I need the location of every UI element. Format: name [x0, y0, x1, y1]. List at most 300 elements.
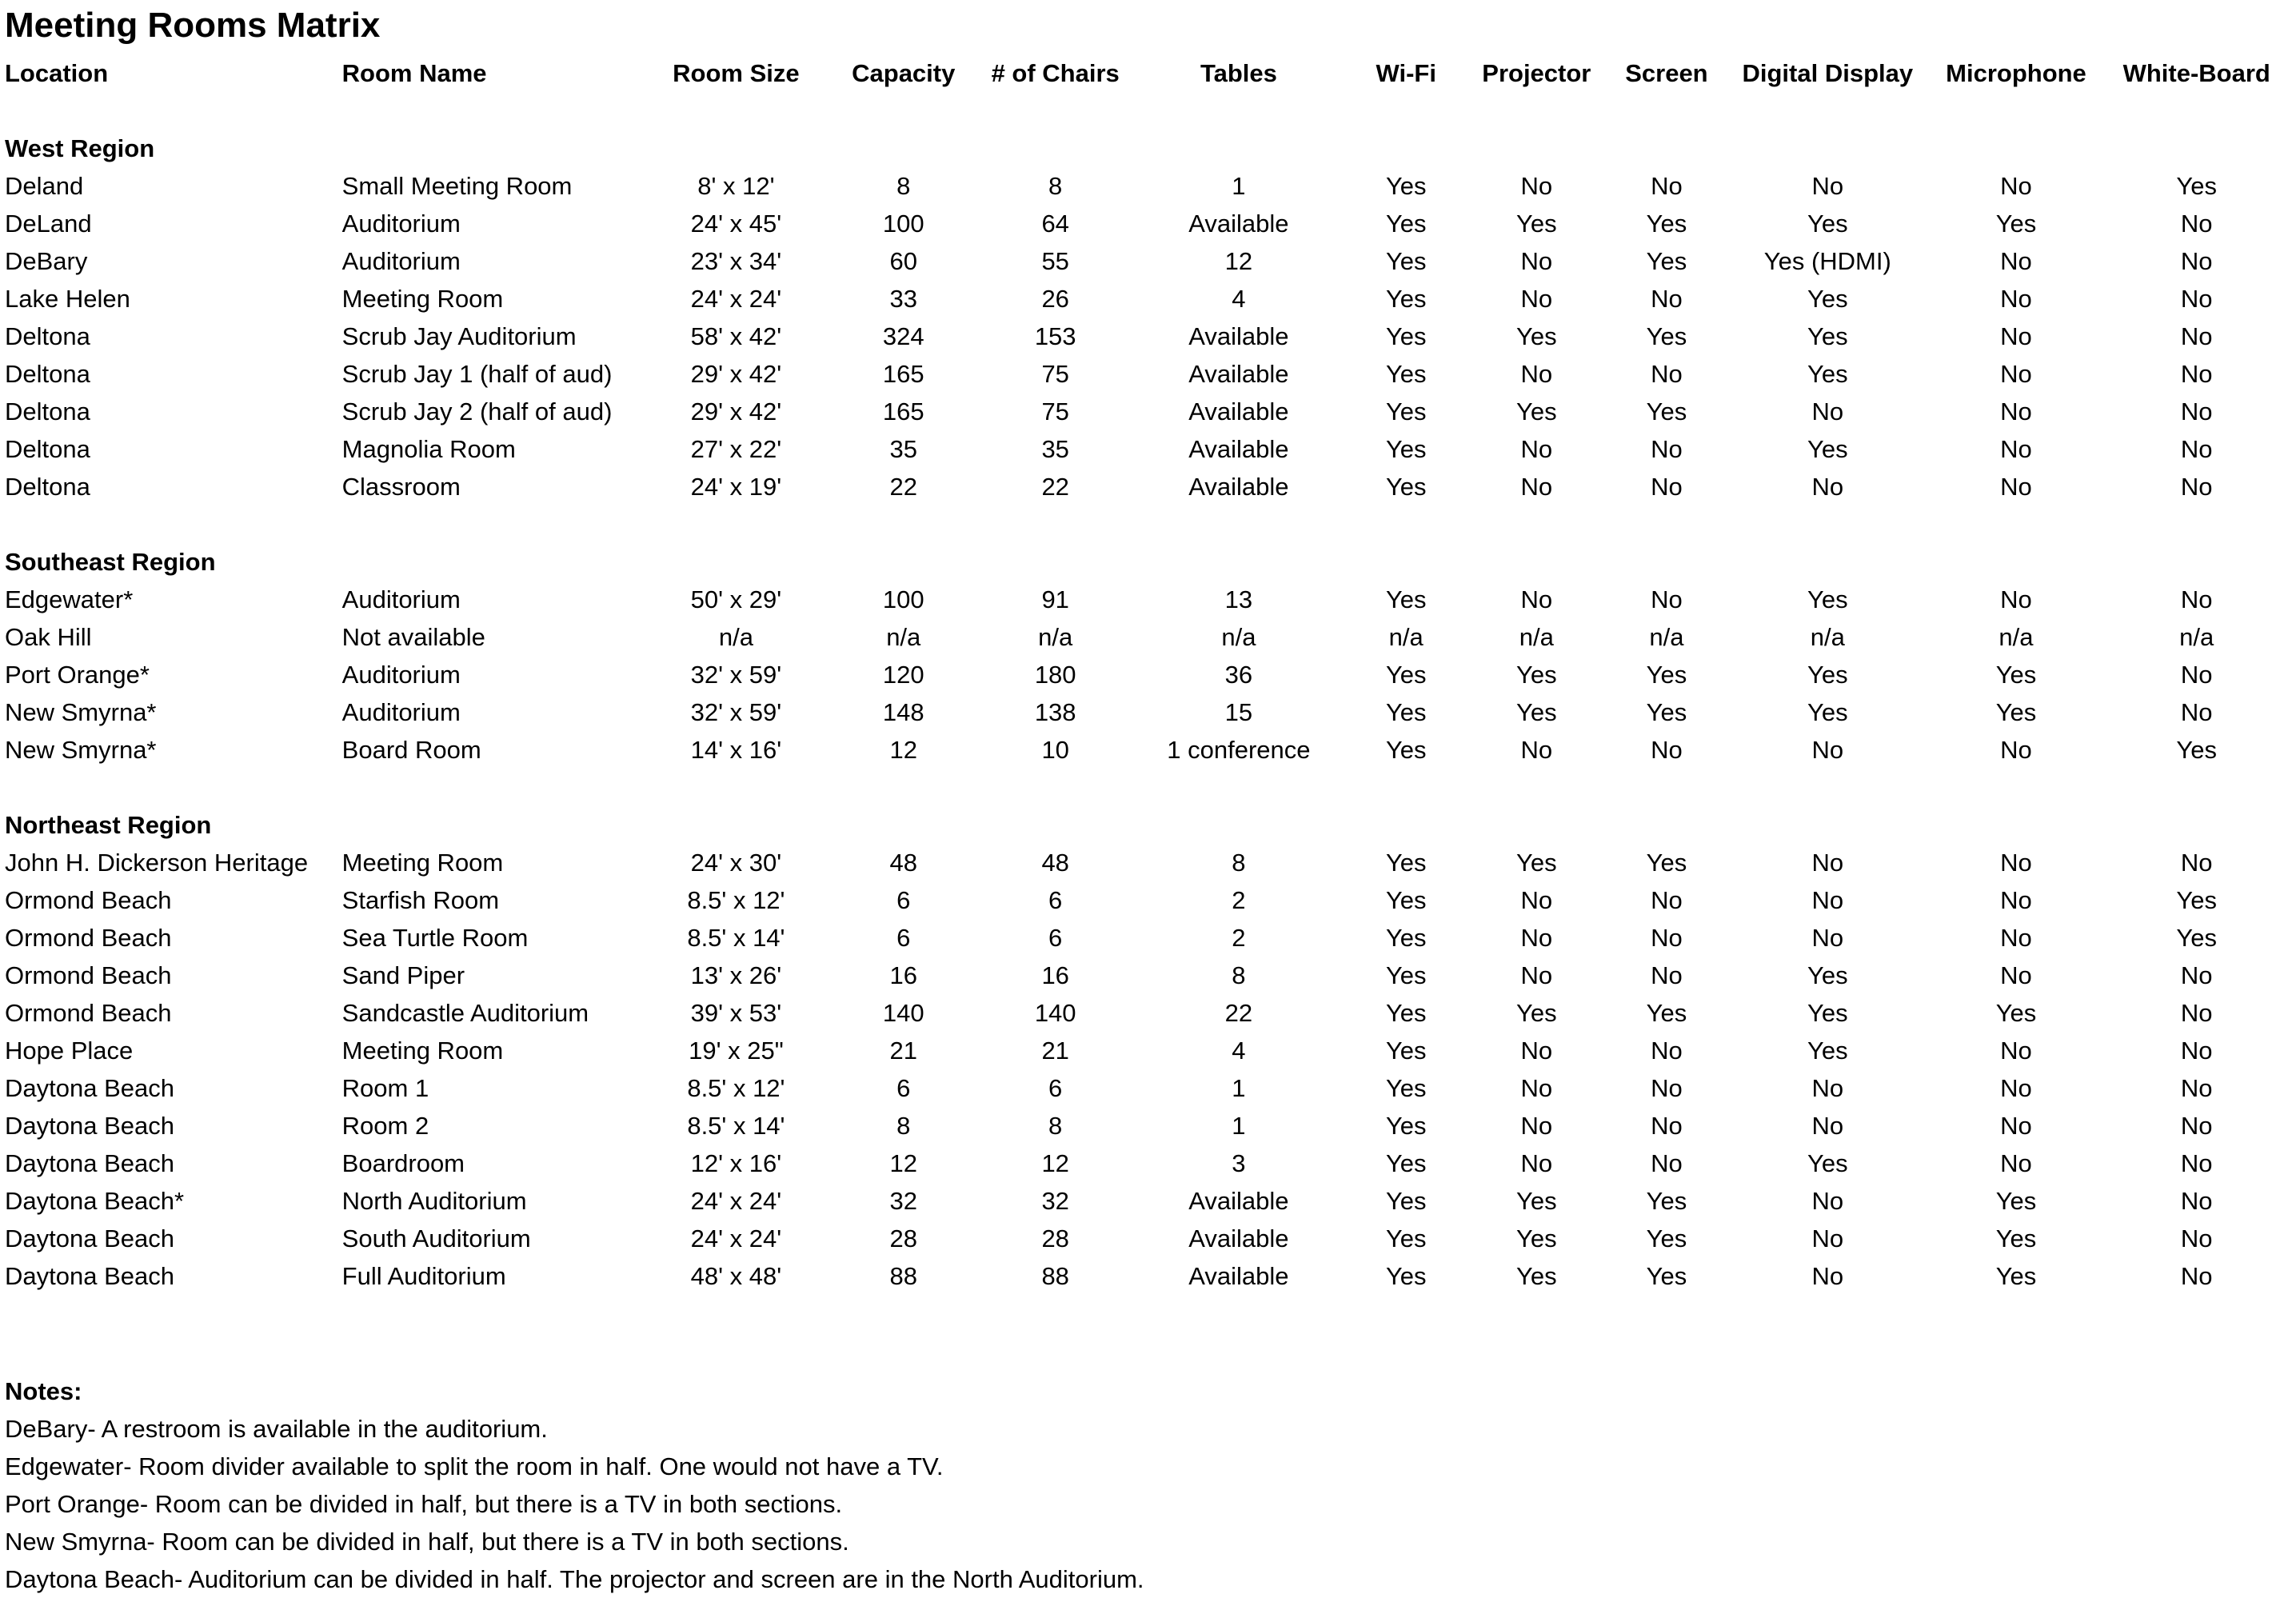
header-chairs: # of Chairs	[991, 59, 1120, 87]
table-row	[0, 1145, 2296, 1182]
cell-digital-display: No	[1811, 1074, 1844, 1102]
notes-list	[5, 1410, 1144, 1598]
cell-capacity: 22	[889, 473, 917, 501]
cell-microphone: Yes	[1995, 698, 2037, 726]
cell-chairs: 8	[1048, 1112, 1063, 1140]
header-room-size: Room Size	[673, 59, 800, 87]
cell-location: Deltona	[5, 473, 90, 501]
cell-tables: Available	[1188, 1262, 1289, 1290]
cell-digital-display: Yes	[1807, 698, 1848, 726]
cell-tables: 1	[1232, 1112, 1246, 1140]
note-line: Daytona Beach- Auditorium can be divided in half. The projector and screen are in the North Auditorium.	[5, 1565, 1144, 1593]
cell-microphone: Yes	[1995, 1224, 2037, 1252]
spacer-row	[0, 92, 2296, 130]
cell-room-size: 24' x 24'	[690, 1187, 782, 1215]
header-room-name: Room Name	[341, 59, 487, 87]
cell-chairs: 64	[1041, 210, 1069, 238]
cell-projector: No	[1520, 473, 1553, 501]
cell-wifi: Yes	[1385, 1112, 1427, 1140]
cell-room-name: North Auditorium	[341, 1187, 527, 1215]
note-line: DeBary- A restroom is available in the auditorium.	[5, 1415, 548, 1443]
cell-screen: Yes	[1646, 1224, 1687, 1252]
cell-chairs: 138	[1034, 698, 1076, 726]
cell-chairs: 153	[1034, 322, 1076, 350]
cell-projector: Yes	[1516, 398, 1557, 425]
table-row	[0, 1182, 2296, 1220]
table-row	[0, 205, 2296, 242]
cell-whiteboard: n/a	[2179, 623, 2214, 651]
cell-screen: No	[1651, 285, 1683, 313]
cell-chairs: 55	[1041, 247, 1069, 275]
cell-room-size: 24' x 30'	[690, 849, 782, 877]
table-header-row	[0, 54, 2296, 92]
cell-room-name: Boardroom	[341, 1149, 465, 1177]
cell-capacity: 6	[896, 1074, 911, 1102]
cell-room-name: Classroom	[341, 473, 461, 501]
cell-whiteboard: No	[2180, 247, 2213, 275]
cell-room-size: 29' x 42'	[690, 398, 782, 425]
cell-capacity: 100	[882, 585, 924, 613]
cell-tables: 12	[1224, 247, 1253, 275]
cell-room-name: Starfish Room	[341, 886, 500, 914]
cell-microphone: No	[2000, 1037, 2032, 1065]
cell-wifi: Yes	[1385, 1262, 1427, 1290]
cell-tables: 4	[1232, 285, 1246, 313]
cell-room-name: Small Meeting Room	[341, 172, 573, 200]
cell-location: Daytona Beach*	[5, 1187, 185, 1215]
cell-projector: No	[1520, 172, 1553, 200]
cell-screen: Yes	[1646, 1187, 1687, 1215]
cell-tables: 2	[1232, 886, 1246, 914]
cell-room-name: Auditorium	[341, 661, 461, 689]
cell-digital-display: Yes	[1807, 360, 1848, 388]
cell-digital-display: Yes	[1807, 285, 1848, 313]
header-microphone: Microphone	[1946, 59, 2086, 87]
cell-room-name: Meeting Room	[341, 285, 504, 313]
cell-wifi: Yes	[1385, 924, 1427, 952]
cell-chairs: 22	[1041, 473, 1069, 501]
cell-capacity: 120	[882, 661, 924, 689]
cell-screen: Yes	[1646, 661, 1687, 689]
table-row	[0, 919, 2296, 957]
cell-wifi: Yes	[1385, 1149, 1427, 1177]
cell-screen: No	[1651, 886, 1683, 914]
cell-wifi: Yes	[1385, 398, 1427, 425]
cell-screen: Yes	[1646, 210, 1687, 238]
cell-room-name: South Auditorium	[341, 1224, 531, 1252]
cell-tables: Available	[1188, 360, 1289, 388]
cell-whiteboard: No	[2180, 322, 2213, 350]
table-row	[0, 1032, 2296, 1069]
cell-whiteboard: No	[2180, 1037, 2213, 1065]
cell-room-name: Sea Turtle Room	[341, 924, 529, 952]
cell-room-name: Scrub Jay 2 (half of aud)	[341, 398, 613, 425]
cell-chairs: 10	[1041, 736, 1069, 764]
table-row	[0, 355, 2296, 393]
cell-location: New Smyrna*	[5, 736, 157, 764]
cell-room-size: 24' x 45'	[690, 210, 782, 238]
cell-location: New Smyrna*	[5, 698, 157, 726]
cell-screen: No	[1651, 585, 1683, 613]
cell-wifi: Yes	[1385, 961, 1427, 989]
cell-room-size: 19' x 25"	[689, 1037, 784, 1065]
cell-room-size: 14' x 16'	[690, 736, 782, 764]
cell-capacity: 6	[896, 886, 911, 914]
cell-capacity: 12	[889, 1149, 917, 1177]
page-title: Meeting Rooms Matrix	[5, 6, 381, 45]
cell-wifi: Yes	[1385, 360, 1427, 388]
cell-chairs: 48	[1041, 849, 1069, 877]
cell-room-name: Auditorium	[341, 698, 461, 726]
cell-microphone: No	[2000, 1074, 2032, 1102]
cell-chairs: 16	[1041, 961, 1069, 989]
cell-projector: No	[1520, 961, 1553, 989]
cell-digital-display: No	[1811, 1224, 1844, 1252]
cell-location: Hope Place	[5, 1037, 134, 1065]
cell-digital-display: No	[1811, 924, 1844, 952]
cell-projector: No	[1520, 1149, 1553, 1177]
cell-microphone: No	[2000, 924, 2032, 952]
cell-chairs: 21	[1041, 1037, 1069, 1065]
cell-microphone: No	[2000, 1112, 2032, 1140]
cell-location: Port Orange*	[5, 661, 150, 689]
cell-projector: n/a	[1519, 623, 1554, 651]
header-digital-display: Digital Display	[1742, 59, 1914, 87]
table-row	[0, 994, 2296, 1032]
cell-room-size: 8.5' x 12'	[687, 1074, 785, 1102]
cell-tables: 36	[1224, 661, 1253, 689]
cell-capacity: 8	[896, 1112, 911, 1140]
cell-wifi: Yes	[1385, 435, 1427, 463]
cell-digital-display: Yes	[1807, 435, 1848, 463]
cell-capacity: 88	[889, 1262, 917, 1290]
cell-digital-display: No	[1811, 398, 1844, 425]
cell-room-size: 8.5' x 14'	[687, 924, 785, 952]
spacer-row	[0, 769, 2296, 806]
region-name: West Region	[5, 134, 155, 162]
cell-wifi: Yes	[1385, 473, 1427, 501]
cell-projector: Yes	[1516, 661, 1557, 689]
cell-tables: Available	[1188, 210, 1289, 238]
cell-screen: Yes	[1646, 849, 1687, 877]
cell-wifi: Yes	[1385, 285, 1427, 313]
cell-digital-display: Yes	[1807, 961, 1848, 989]
cell-whiteboard: Yes	[2176, 886, 2217, 914]
table-row	[0, 1220, 2296, 1257]
cell-tables: 15	[1224, 698, 1253, 726]
region-header-row	[0, 130, 2296, 167]
table-row	[0, 844, 2296, 881]
cell-room-name: Not available	[341, 623, 485, 651]
cell-room-size: 27' x 22'	[690, 435, 782, 463]
cell-microphone: No	[2000, 1149, 2032, 1177]
cell-projector: No	[1520, 924, 1553, 952]
cell-chairs: 8	[1048, 172, 1063, 200]
cell-digital-display: Yes (HDMI)	[1763, 247, 1891, 275]
cell-tables: 8	[1232, 961, 1246, 989]
cell-projector: Yes	[1516, 999, 1557, 1027]
cell-digital-display: No	[1811, 886, 1844, 914]
cell-screen: No	[1651, 1112, 1683, 1140]
cell-capacity: 48	[889, 849, 917, 877]
cell-location: Daytona Beach	[5, 1112, 174, 1140]
cell-room-size: 48' x 48'	[690, 1262, 782, 1290]
table-row	[0, 1257, 2296, 1295]
cell-projector: No	[1520, 435, 1553, 463]
cell-microphone: No	[2000, 473, 2032, 501]
cell-whiteboard: Yes	[2176, 924, 2217, 952]
cell-microphone: No	[2000, 172, 2032, 200]
cell-projector: No	[1520, 886, 1553, 914]
cell-chairs: 12	[1041, 1149, 1069, 1177]
cell-location: Edgewater*	[5, 585, 134, 613]
table-row	[0, 656, 2296, 693]
cell-wifi: Yes	[1385, 999, 1427, 1027]
cell-tables: 13	[1224, 585, 1253, 613]
cell-projector: No	[1520, 585, 1553, 613]
cell-tables: n/a	[1221, 623, 1256, 651]
cell-room-name: Board Room	[341, 736, 481, 764]
cell-room-size: 32' x 59'	[690, 661, 782, 689]
cell-capacity: 324	[882, 322, 924, 350]
cell-whiteboard: No	[2180, 849, 2213, 877]
cell-room-name: Magnolia Room	[341, 435, 516, 463]
cell-location: DeLand	[5, 210, 92, 238]
table-row	[0, 1069, 2296, 1107]
notes-title: Notes:	[5, 1377, 82, 1405]
cell-room-size: 24' x 24'	[690, 285, 782, 313]
cell-capacity: 28	[889, 1224, 917, 1252]
cell-screen: Yes	[1646, 398, 1687, 425]
cell-screen: No	[1651, 961, 1683, 989]
cell-digital-display: No	[1811, 849, 1844, 877]
cell-digital-display: No	[1811, 1112, 1844, 1140]
cell-room-name: Full Auditorium	[341, 1262, 506, 1290]
table-row	[0, 1107, 2296, 1145]
cell-chairs: 35	[1041, 435, 1069, 463]
cell-room-size: 39' x 53'	[690, 999, 782, 1027]
cell-microphone: No	[2000, 247, 2032, 275]
cell-screen: No	[1651, 1149, 1683, 1177]
cell-projector: Yes	[1516, 849, 1557, 877]
cell-capacity: 165	[882, 398, 924, 425]
cell-screen: Yes	[1646, 698, 1687, 726]
cell-screen: No	[1651, 473, 1683, 501]
cell-microphone: No	[2000, 360, 2032, 388]
cell-digital-display: Yes	[1807, 1149, 1848, 1177]
cell-location: Daytona Beach	[5, 1224, 174, 1252]
header-whiteboard: White-Board	[2122, 59, 2270, 87]
cell-tables: 1 conference	[1167, 736, 1311, 764]
cell-microphone: n/a	[1999, 623, 2034, 651]
cell-digital-display: No	[1811, 473, 1844, 501]
cell-room-name: Auditorium	[341, 210, 461, 238]
cell-screen: Yes	[1646, 999, 1687, 1027]
cell-digital-display: Yes	[1807, 1037, 1848, 1065]
cell-wifi: Yes	[1385, 1037, 1427, 1065]
cell-projector: No	[1520, 1074, 1553, 1102]
cell-capacity: 21	[889, 1037, 917, 1065]
region-header-row	[0, 543, 2296, 581]
cell-room-size: 32' x 59'	[690, 698, 782, 726]
cell-whiteboard: No	[2180, 999, 2213, 1027]
cell-wifi: Yes	[1385, 172, 1427, 200]
cell-screen: Yes	[1646, 247, 1687, 275]
cell-digital-display: n/a	[1810, 623, 1845, 651]
cell-location: Deltona	[5, 435, 90, 463]
note-line: Edgewater- Room divider available to split the room in half. One would not have a TV.	[5, 1452, 944, 1480]
cell-capacity: n/a	[886, 623, 921, 651]
cell-tables: 22	[1224, 999, 1253, 1027]
cell-tables: Available	[1188, 322, 1289, 350]
cell-location: Deltona	[5, 360, 90, 388]
note-line: New Smyrna- Room can be divided in half, but there is a TV in both sections.	[5, 1528, 849, 1556]
cell-digital-display: Yes	[1807, 661, 1848, 689]
cell-location: Ormond Beach	[5, 886, 172, 914]
cell-wifi: Yes	[1385, 661, 1427, 689]
table-row	[0, 468, 2296, 505]
cell-room-name: Scrub Jay 1 (half of aud)	[341, 360, 613, 388]
table-row	[0, 731, 2296, 769]
table-row	[0, 881, 2296, 919]
cell-room-name: Scrub Jay Auditorium	[341, 322, 577, 350]
cell-location: Deltona	[5, 398, 90, 425]
cell-capacity: 16	[889, 961, 917, 989]
cell-screen: Yes	[1646, 322, 1687, 350]
cell-room-size: 12' x 16'	[690, 1149, 782, 1177]
cell-microphone: No	[2000, 736, 2032, 764]
region-name: Northeast Region	[5, 811, 212, 839]
cell-chairs: 91	[1041, 585, 1069, 613]
cell-capacity: 32	[889, 1187, 917, 1215]
cell-capacity: 12	[889, 736, 917, 764]
cell-room-name: Auditorium	[341, 585, 461, 613]
cell-wifi: Yes	[1385, 1187, 1427, 1215]
cell-screen: No	[1651, 924, 1683, 952]
cell-microphone: No	[2000, 886, 2032, 914]
cell-tables: 1	[1232, 172, 1246, 200]
cell-screen: No	[1651, 1074, 1683, 1102]
cell-wifi: Yes	[1385, 585, 1427, 613]
cell-room-name: Room 1	[341, 1074, 429, 1102]
cell-digital-display: No	[1811, 172, 1844, 200]
cell-projector: No	[1520, 1112, 1553, 1140]
spacer-row	[0, 505, 2296, 543]
cell-screen: No	[1651, 736, 1683, 764]
table-row	[0, 318, 2296, 355]
cell-projector: No	[1520, 360, 1553, 388]
cell-room-name: Sandcastle Auditorium	[341, 999, 589, 1027]
cell-projector: Yes	[1516, 1262, 1557, 1290]
cell-whiteboard: No	[2180, 1149, 2213, 1177]
cell-chairs: 32	[1041, 1187, 1069, 1215]
cell-digital-display: No	[1811, 1262, 1844, 1290]
cell-room-size: 58' x 42'	[690, 322, 782, 350]
cell-location: DeBary	[5, 247, 88, 275]
cell-location: Daytona Beach	[5, 1149, 174, 1177]
cell-chairs: 6	[1048, 886, 1063, 914]
cell-whiteboard: No	[2180, 285, 2213, 313]
cell-whiteboard: No	[2180, 360, 2213, 388]
note-line: Port Orange- Room can be divided in half, but there is a TV in both sections.	[5, 1490, 843, 1518]
cell-screen: No	[1651, 435, 1683, 463]
cell-tables: 2	[1232, 924, 1246, 952]
cell-wifi: Yes	[1385, 736, 1427, 764]
cell-whiteboard: No	[2180, 1187, 2213, 1215]
cell-whiteboard: No	[2180, 698, 2213, 726]
cell-whiteboard: No	[2180, 398, 2213, 425]
cell-microphone: No	[2000, 849, 2032, 877]
cell-tables: Available	[1188, 473, 1289, 501]
header-tables: Tables	[1200, 59, 1277, 87]
cell-tables: Available	[1188, 435, 1289, 463]
cell-microphone: No	[2000, 398, 2032, 425]
cell-room-name: Meeting Room	[341, 1037, 504, 1065]
cell-microphone: No	[2000, 435, 2032, 463]
cell-tables: Available	[1188, 398, 1289, 425]
cell-capacity: 165	[882, 360, 924, 388]
cell-projector: No	[1520, 1037, 1553, 1065]
cell-microphone: Yes	[1995, 210, 2037, 238]
cell-room-size: 23' x 34'	[690, 247, 782, 275]
cell-wifi: Yes	[1385, 698, 1427, 726]
cell-chairs: 6	[1048, 924, 1063, 952]
cell-whiteboard: No	[2180, 435, 2213, 463]
cell-digital-display: Yes	[1807, 999, 1848, 1027]
cell-microphone: No	[2000, 285, 2032, 313]
cell-projector: Yes	[1516, 210, 1557, 238]
cell-chairs: 6	[1048, 1074, 1063, 1102]
cell-location: Ormond Beach	[5, 961, 172, 989]
cell-whiteboard: No	[2180, 661, 2213, 689]
table-row	[0, 618, 2296, 656]
cell-projector: No	[1520, 285, 1553, 313]
cell-chairs: 75	[1041, 398, 1069, 425]
table-body	[0, 92, 2296, 1295]
cell-room-name: Meeting Room	[341, 849, 504, 877]
cell-digital-display: No	[1811, 736, 1844, 764]
cell-capacity: 60	[889, 247, 917, 275]
cell-tables: 8	[1232, 849, 1246, 877]
cell-microphone: Yes	[1995, 1262, 2037, 1290]
cell-wifi: Yes	[1385, 1224, 1427, 1252]
cell-wifi: Yes	[1385, 886, 1427, 914]
cell-chairs: 28	[1041, 1224, 1069, 1252]
cell-projector: Yes	[1516, 322, 1557, 350]
cell-room-size: n/a	[718, 623, 753, 651]
cell-location: Ormond Beach	[5, 924, 172, 952]
cell-capacity: 148	[882, 698, 924, 726]
cell-location: Deland	[5, 172, 84, 200]
cell-whiteboard: No	[2180, 1262, 2213, 1290]
table-row	[0, 581, 2296, 618]
table-row	[0, 167, 2296, 205]
region-header-row	[0, 806, 2296, 844]
cell-whiteboard: No	[2180, 210, 2213, 238]
cell-projector: No	[1520, 247, 1553, 275]
header-projector: Projector	[1482, 59, 1591, 87]
cell-microphone: Yes	[1995, 999, 2037, 1027]
cell-whiteboard: No	[2180, 1074, 2213, 1102]
table-row	[0, 393, 2296, 430]
cell-digital-display: Yes	[1807, 322, 1848, 350]
cell-room-size: 8.5' x 14'	[687, 1112, 785, 1140]
cell-location: Daytona Beach	[5, 1074, 174, 1102]
cell-location: John H. Dickerson Heritage	[5, 849, 309, 877]
region-name: Southeast Region	[5, 548, 216, 576]
cell-wifi: n/a	[1388, 623, 1424, 651]
cell-capacity: 33	[889, 285, 917, 313]
